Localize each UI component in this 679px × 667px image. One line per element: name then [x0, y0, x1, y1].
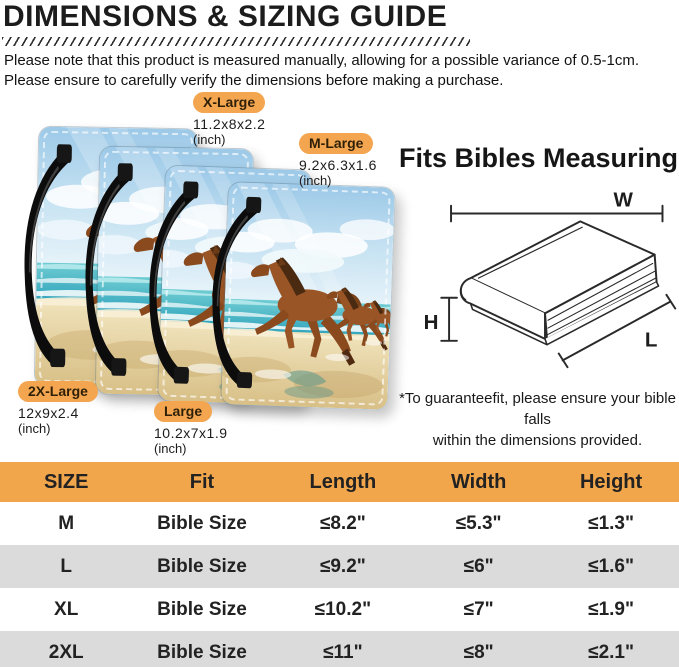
cover-handle [17, 141, 73, 372]
size-badge: X-Large [193, 92, 265, 113]
size-dimensions: 12x9x2.4 [18, 405, 79, 421]
size-unit: (inch) [299, 173, 332, 188]
col-header-width: Width [414, 462, 543, 502]
table-row-m [0, 502, 679, 545]
bible-cover-m-large [220, 181, 396, 411]
book-dimensions-diagram [413, 192, 679, 378]
cell-width: ≤7" [463, 598, 494, 620]
cell-size: L [0, 545, 132, 588]
size-unit: (inch) [154, 441, 187, 456]
size-label-2x-large [18, 381, 98, 436]
size-badge: Large [154, 401, 212, 422]
cover-handle [78, 160, 134, 380]
cell-fit: Bible Size [132, 545, 271, 588]
cover-handle [204, 194, 263, 393]
cell-fit: Bible Size [132, 631, 271, 667]
fit-guarantee-note [396, 388, 679, 451]
fit-guide-heading: Fits Bibles Measuring [398, 143, 679, 173]
page-title: DIMENSIONS & SIZING GUIDE [3, 0, 448, 33]
cell-height: ≤2.1" [543, 631, 679, 667]
col-header-size: SIZE [0, 462, 132, 502]
cell-length: ≤11" [272, 631, 415, 667]
size-dimensions: 10.2x7x1.9 [154, 425, 228, 441]
size-dimensions: 11.2x8x2.2 [193, 116, 266, 132]
measurement-note-line2: Please ensure to carefully verify the dimensions before making a purchase. [4, 72, 504, 89]
cell-length: ≤8.2" [319, 512, 366, 534]
width-dim-label: W [613, 192, 633, 212]
cell-size: XL [54, 598, 79, 620]
cell-width: ≤8" [414, 631, 543, 667]
fit-guarantee-note-line1: *To guaranteefit, please ensure your bible falls [399, 390, 676, 428]
cell-size: 2XL [0, 631, 132, 667]
table-row-xl [0, 588, 679, 631]
cell-length: ≤10.2" [314, 598, 372, 620]
measurement-note-line1: Please note that this product is measured manually, allowing for a possible variance of 0.5-1cm. [4, 52, 640, 69]
size-table-header-row [0, 462, 679, 502]
col-header-fit: Fit [132, 462, 271, 502]
cell-height: ≤1.9" [588, 598, 634, 620]
cell-fit: Bible Size [157, 598, 247, 620]
size-unit: (inch) [18, 421, 51, 436]
length-dim-label: L [644, 328, 658, 352]
table-row-2xl [0, 631, 679, 667]
size-table [0, 462, 679, 667]
fit-guarantee-note-line2: within the dimensions provided. [432, 432, 643, 449]
cell-width: ≤5.3" [455, 512, 502, 534]
size-dimensions: 9.2x6.3x1.6 [299, 157, 377, 173]
size-label-large [154, 401, 228, 456]
cell-height: ≤1.6" [543, 545, 679, 588]
cell-fit: Bible Size [157, 512, 247, 534]
cell-height: ≤1.3" [588, 512, 634, 534]
size-label-x-large [193, 92, 265, 147]
hatch-divider [2, 37, 470, 46]
col-header-length: Length [272, 462, 415, 502]
measurement-note [4, 51, 639, 91]
cell-width: ≤6" [414, 545, 543, 588]
height-dim-label: H [423, 311, 439, 335]
size-badge: M-Large [299, 133, 373, 154]
size-label-m-large [299, 133, 377, 188]
cover-handle [140, 178, 199, 388]
col-header-height: Height [543, 462, 679, 502]
size-unit: (inch) [193, 132, 226, 147]
table-row-l [0, 545, 679, 588]
cell-length: ≤9.2" [272, 545, 415, 588]
cell-size: M [58, 512, 75, 534]
size-badge: 2X-Large [18, 381, 98, 402]
